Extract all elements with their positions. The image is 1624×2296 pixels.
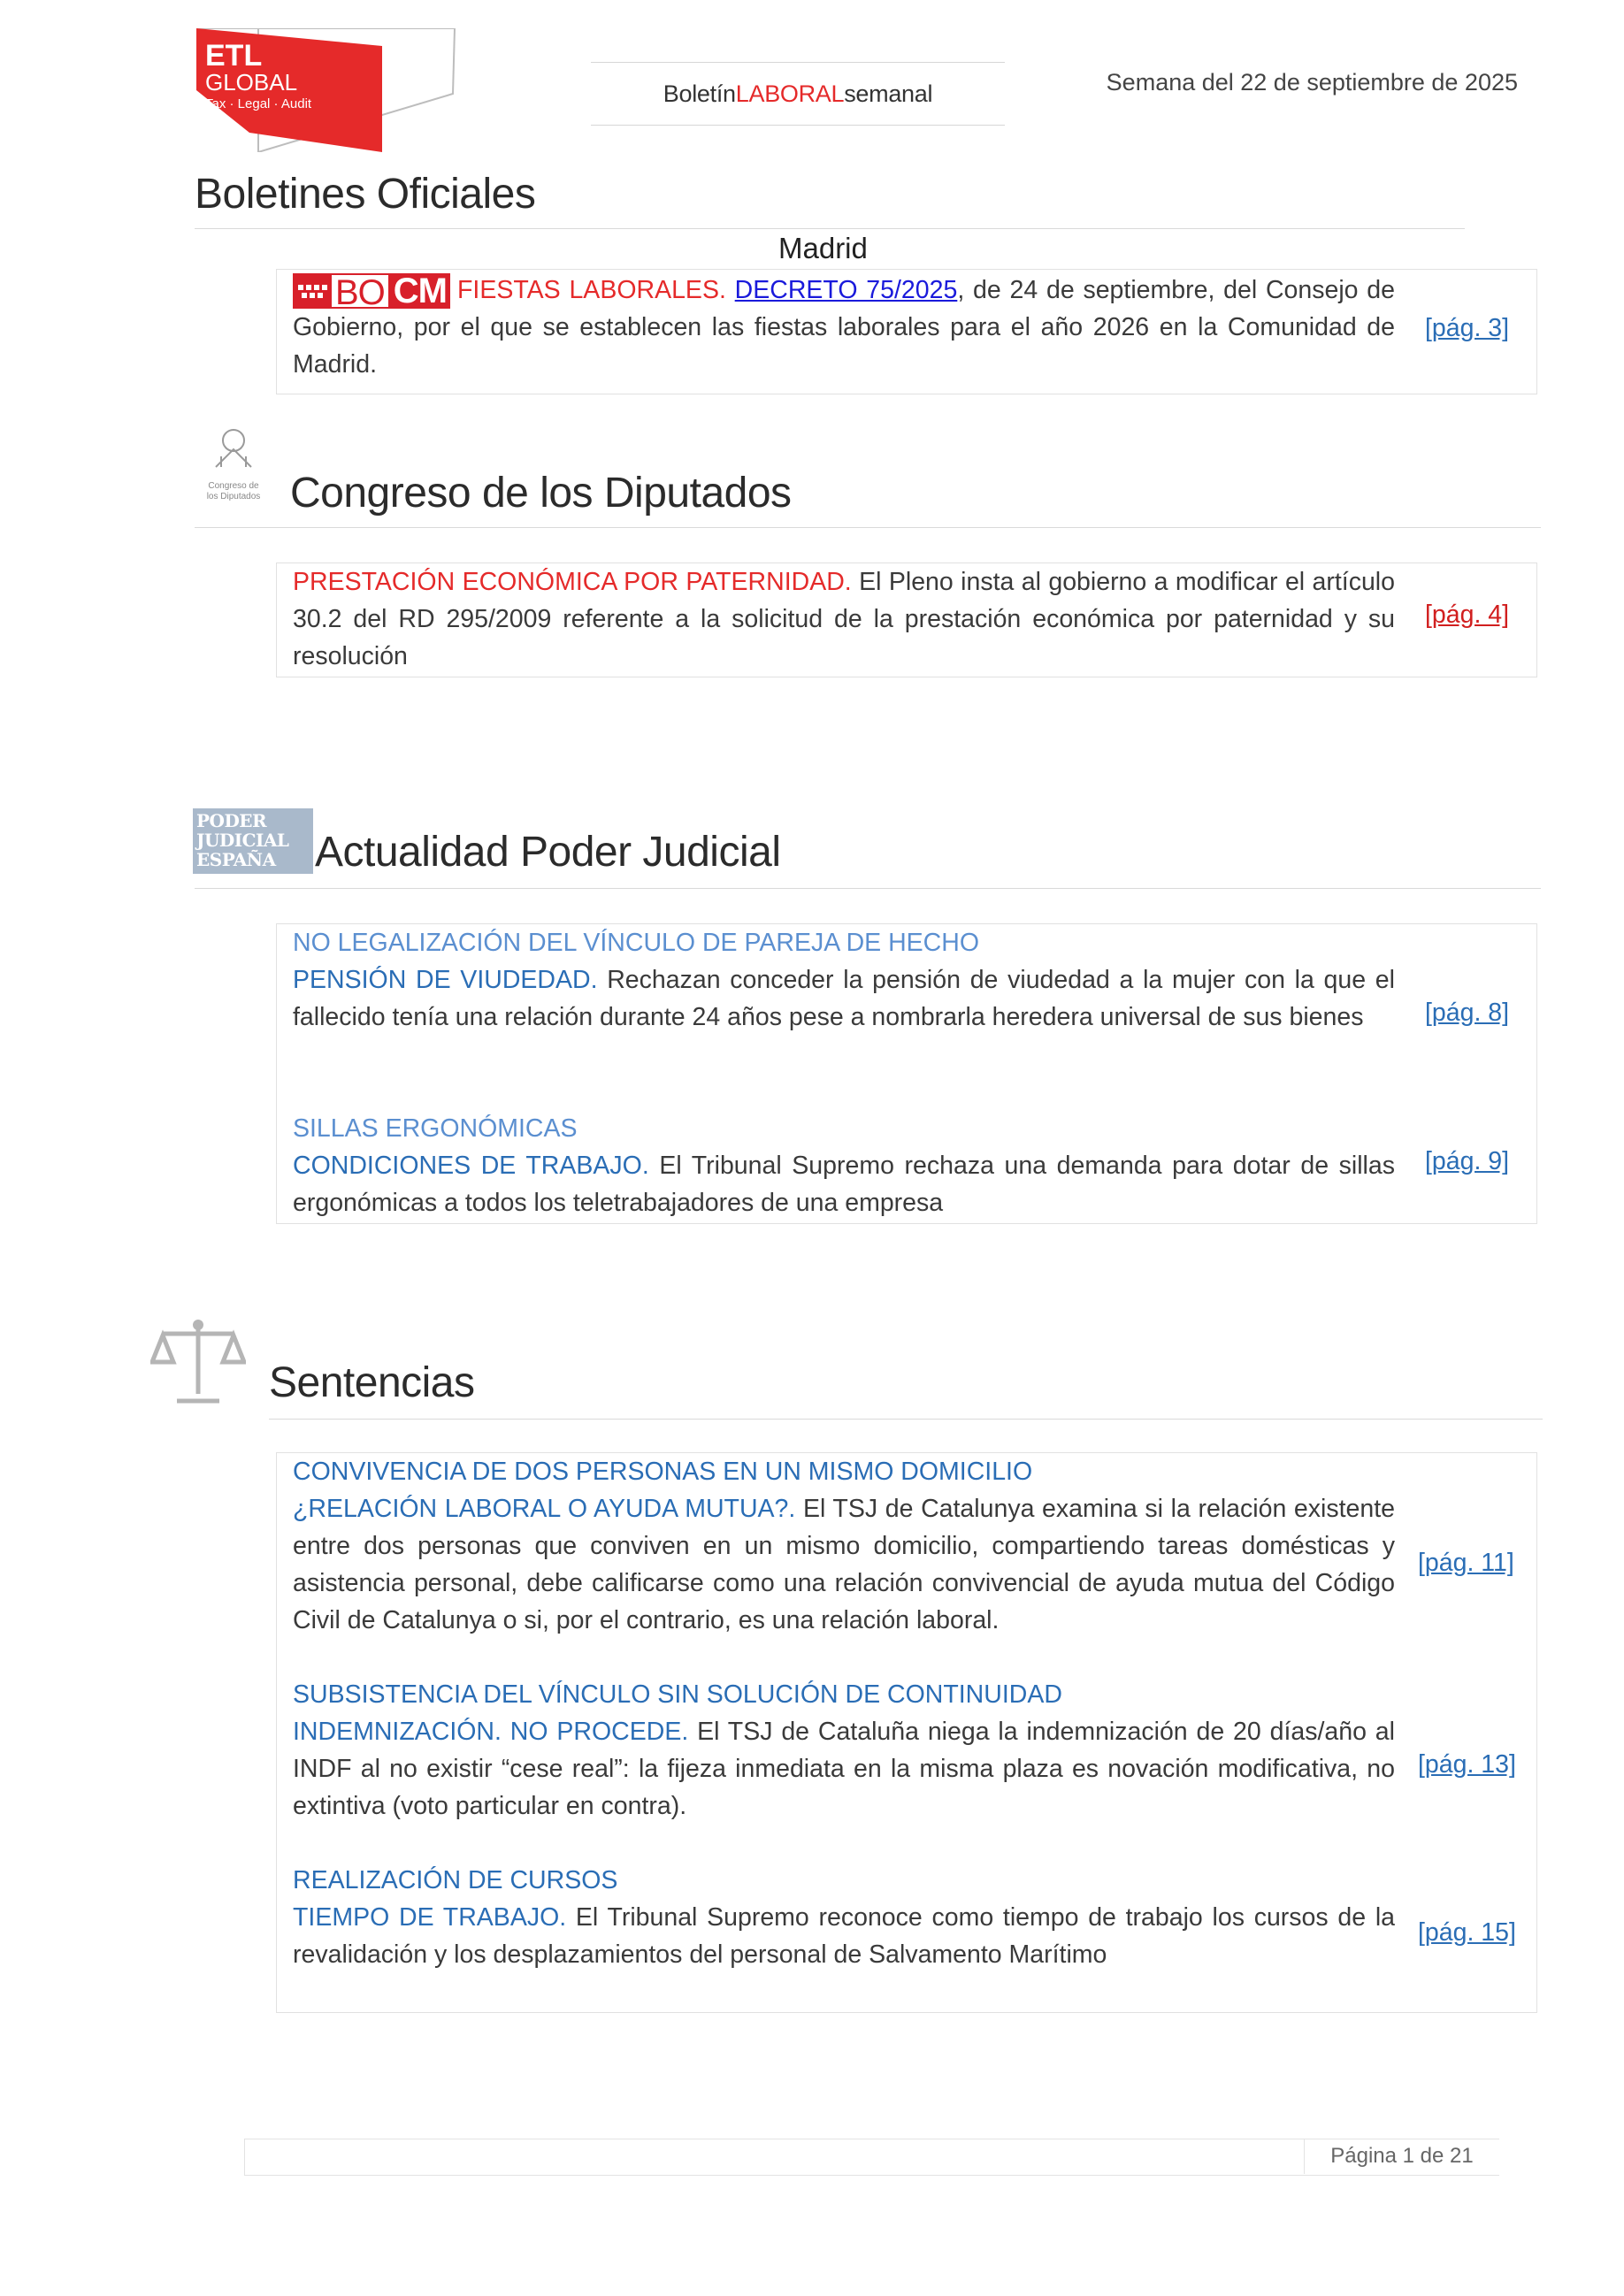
- entry-description: El Tribunal Supremo reconoce como tiempo de trabajo los cursos de la revalidación y los desplazamientos del personal de Salvamento Marítimo: [293, 1903, 1395, 1969]
- entry-heading: SILLAS ERGONÓMICAS: [293, 1114, 578, 1143]
- divider: [195, 888, 1541, 889]
- page-link[interactable]: [pág. 3]: [1425, 314, 1510, 342]
- bocm-entry-box: [276, 269, 1537, 394]
- congreso-logo: [200, 425, 271, 513]
- divider: [269, 1419, 1543, 1420]
- judicial-entry-1: [293, 924, 1395, 1036]
- title-prefix: Boletín: [663, 80, 736, 107]
- entry-heading: SUBSISTENCIA DEL VÍNCULO SIN SOLUCIÓN DE CONTINUIDAD: [293, 1680, 1062, 1709]
- entry-topic: INDEMNIZACIÓN. NO PROCEDE.: [293, 1718, 689, 1746]
- sentencia-entry-1: [293, 1453, 1395, 1639]
- entry-description: El Tribunal Supremo rechaza una demanda para dotar de sillas ergonómicas a todos los teletrabajadores de una empresa: [293, 1152, 1395, 1217]
- bocm-entry-text: [293, 272, 1395, 383]
- title-suffix: semanal: [844, 80, 933, 107]
- sentencia-entry-2: [293, 1676, 1395, 1825]
- entry-description: El Pleno insta al gobierno a modificar el artículo 30.2 del RD 295/2009 referente a la solicitud de la prestación económica por paternidad y su resolución: [293, 568, 1395, 670]
- svg-text:GLOBAL: GLOBAL: [205, 69, 298, 96]
- entry-description: El TSJ de Catalunya examina si la relación existente entre dos personas que conviven en un mismo domicilio, compartiendo tareas domésticas y asistencia personal, debe calificarse como una relación convivencial de ayuda mutua del Código Civil de Catalunya o si, por el contrario, es una relación laboral.: [293, 1495, 1396, 1634]
- entry-description: , de 24 de septiembre, del Consejo de Gobierno, por el que se establecen las fiestas laborales para el año 2026 en la Comunidad de Madrid.: [293, 276, 1396, 379]
- sentencias-entries-box: [276, 1452, 1537, 2013]
- page-link[interactable]: [pág. 13]: [1418, 1750, 1516, 1779]
- section-title-boletines: Boletines Oficiales: [195, 171, 536, 218]
- page-link[interactable]: [pág. 4]: [1425, 601, 1510, 629]
- svg-text:Tax · Legal · Audit: Tax · Legal · Audit: [205, 96, 312, 111]
- judicial-entries-box: [276, 923, 1537, 1224]
- divider: [195, 228, 1465, 229]
- congreso-entry-text: [293, 563, 1395, 675]
- bocm-logo: BO CM: [293, 273, 450, 309]
- svg-text:Congreso de: Congreso de: [208, 481, 259, 491]
- section-title-congreso: Congreso de los Diputados: [290, 470, 792, 517]
- section-title-sentencias: Sentencias: [269, 1359, 475, 1406]
- page-link[interactable]: [pág. 15]: [1418, 1918, 1516, 1947]
- etl-global-logo: [196, 28, 462, 152]
- entry-topic: ¿RELACIÓN LABORAL O AYUDA MUTUA?.: [293, 1495, 796, 1523]
- page-link[interactable]: [pág. 11]: [1418, 1549, 1514, 1577]
- page-number: Página 1 de 21: [1304, 2139, 1499, 2174]
- page-link[interactable]: [pág. 8]: [1425, 999, 1510, 1027]
- svg-text:ETL: ETL: [205, 39, 263, 73]
- divider: [195, 527, 1541, 528]
- judicial-entry-2: [293, 1110, 1395, 1221]
- bulletin-title: [591, 62, 1005, 126]
- scales-icon: [150, 1316, 246, 1408]
- entry-topic: PRESTACIÓN ECONÓMICA POR PATERNIDAD.: [293, 568, 852, 596]
- entry-topic: FIESTAS LABORALES.: [457, 276, 726, 304]
- svg-text:los Diputados: los Diputados: [206, 492, 261, 501]
- entry-heading: REALIZACIÓN DE CURSOS: [293, 1866, 618, 1894]
- entry-description: Rechazan conceder la pensión de viudedad a la mujer con la que el fallecido tenía una relación durante 24 años pese a nombrarla heredera universal de sus bienes: [293, 966, 1395, 1031]
- title-accent: LABORAL: [735, 80, 845, 107]
- region-heading: Madrid: [778, 232, 868, 264]
- page-link[interactable]: [pág. 9]: [1425, 1147, 1510, 1175]
- entry-heading: NO LEGALIZACIÓN DEL VÍNCULO DE PAREJA DE HECHO: [293, 929, 980, 957]
- week-label: Semana del 22 de septiembre de 2025: [1106, 69, 1518, 96]
- madrid-flag-icon: [293, 273, 332, 309]
- sentencia-entry-3: [293, 1862, 1395, 1973]
- entry-heading: CONVIVENCIA DE DOS PERSONAS EN UN MISMO DOMICILIO: [293, 1458, 1033, 1486]
- entry-topic: TIEMPO DE TRABAJO.: [293, 1903, 567, 1932]
- section-title-judicial: Actualidad Poder Judicial: [315, 829, 781, 876]
- decreto-link[interactable]: DECRETO 75/2025: [734, 276, 958, 304]
- entry-description: El TSJ de Cataluña niega la indemnización de 20 días/año al INDF al no existir “cese real”: la fijeza inmediata en la misma plaza es novación modificativa, no extintiva (voto particular en contra).: [293, 1718, 1395, 1820]
- poder-judicial-logo: PODER JUDICIAL ESPAÑA: [193, 808, 313, 874]
- entry-topic: PENSIÓN DE VIUDEDAD.: [293, 966, 598, 994]
- entry-topic: CONDICIONES DE TRABAJO.: [293, 1152, 649, 1180]
- congreso-entry-box: [276, 563, 1537, 677]
